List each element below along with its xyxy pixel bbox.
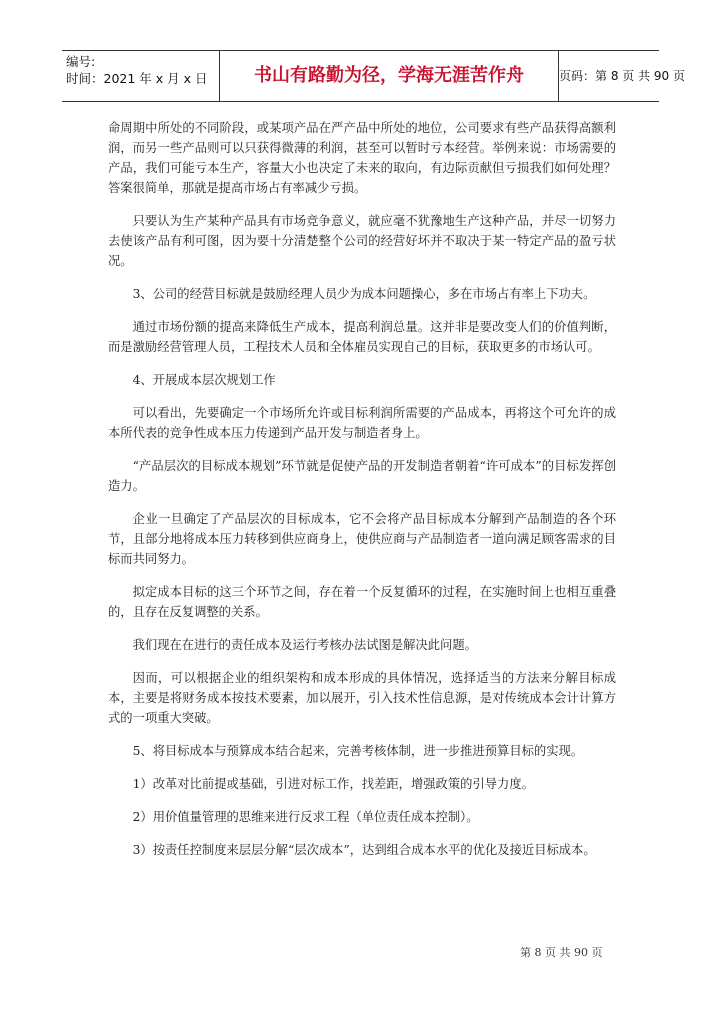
paragraph: 命周期中所处的不同阶段，或某项产品在严产品中所处的地位，公司要求有些产品获得高额利润，而另一些产品则可以只获得微薄的利润，甚至可以暂时亏本经营。举例来说：市场需要的产品，我们可能亏本生产，容量大小也决定了未来的取向，有边际贡献但亏损我们如何处理？答案很简单，那就是提高市场占有率减少亏损。 — [108, 121, 616, 195]
section-heading: 4、开展成本层次规划工作 — [132, 373, 276, 387]
paragraph: 我们现在在进行的责任成本及运行考核办法试图是解决此问题。 — [132, 638, 477, 652]
paragraph: 因而，可以根据企业的组织架构和成本形成的具体情况，选择适当的方法来分解目标成本，主要是将财务成本按技术要素，加以展开，引入技术性信息源，是对传统成本会计计算方式的一项重大突破。 — [108, 671, 616, 725]
paragraph: 可以看出，先要确定一个市场所允许或目标利润所需要的产品成本，再将这个可允许的成本所代表的竞争性成本压力传递到产品开发与制造者身上。 — [108, 406, 616, 440]
page-footer: 第 8 页 共 90 页 — [520, 946, 603, 959]
paragraph: 拟定成本目标的这三个环节之间，存在着一个反复循环的过程，在实施时间上也相互重叠的，且存在反复调整的关系。 — [108, 585, 616, 619]
header-motto: 书山有路勤为径，学海无涯苦作舟 — [220, 51, 559, 101]
time-label: 时间：2021 年 x 月 x 日 — [66, 71, 208, 86]
header-meta — [62, 51, 220, 101]
number-label: 编号: — [66, 54, 96, 69]
paragraph: 通过市场份额的提高来降低生产成本，提高利润总量。这并非是要改变人们的价值判断，而是激励经营管理人员，工程技术人员和全体雇员实现自己的目标，获取更多的市场认可。 — [108, 320, 616, 354]
list-item: 3）按责任控制度来层层分解“层次成本”，达到组合成本水平的优化及接近目标成本。 — [132, 843, 596, 857]
header-page-info: 页码：第 8 页 共 90 页 — [559, 69, 685, 83]
section-heading: 5、将目标成本与预算成本结合起来，完善考核体制，进一步推进预算目标的实现。 — [132, 744, 584, 758]
paragraph: 企业一旦确定了产品层次的目标成本，它不会将产品目标成本分解到产品制造的各个环节，且部分地将成本压力转移到供应商身上，使供应商与产品制造者一道向满足顾客需求的目标而共同努力。 — [108, 512, 616, 566]
page-header — [62, 50, 685, 102]
document-body — [108, 118, 616, 873]
paragraph: 3、公司的经营目标就是鼓励经理人员少为成本问题操心，多在市场占有率上下功夫。 — [132, 287, 596, 301]
paragraph: 只要认为生产某种产品具有市场竞争意义，就应毫不犹豫地生产这种产品，并尽一切努力去使该产品有利可图，因为要十分清楚整个公司的经营好坏并不取决于某一特定产品的盈亏状况。 — [108, 214, 616, 268]
list-item: 1）改革对比前提或基础，引进对标工作，找差距，增强政策的引导力度。 — [132, 777, 534, 791]
paragraph: “产品层次的目标成本规划”环节就是促使产品的开发制造者朝着“许可成本”的目标发挥创造力。 — [108, 459, 616, 493]
list-item: 2）用价值量管理的思维来进行反求工程（单位责任成本控制）。 — [132, 810, 479, 824]
